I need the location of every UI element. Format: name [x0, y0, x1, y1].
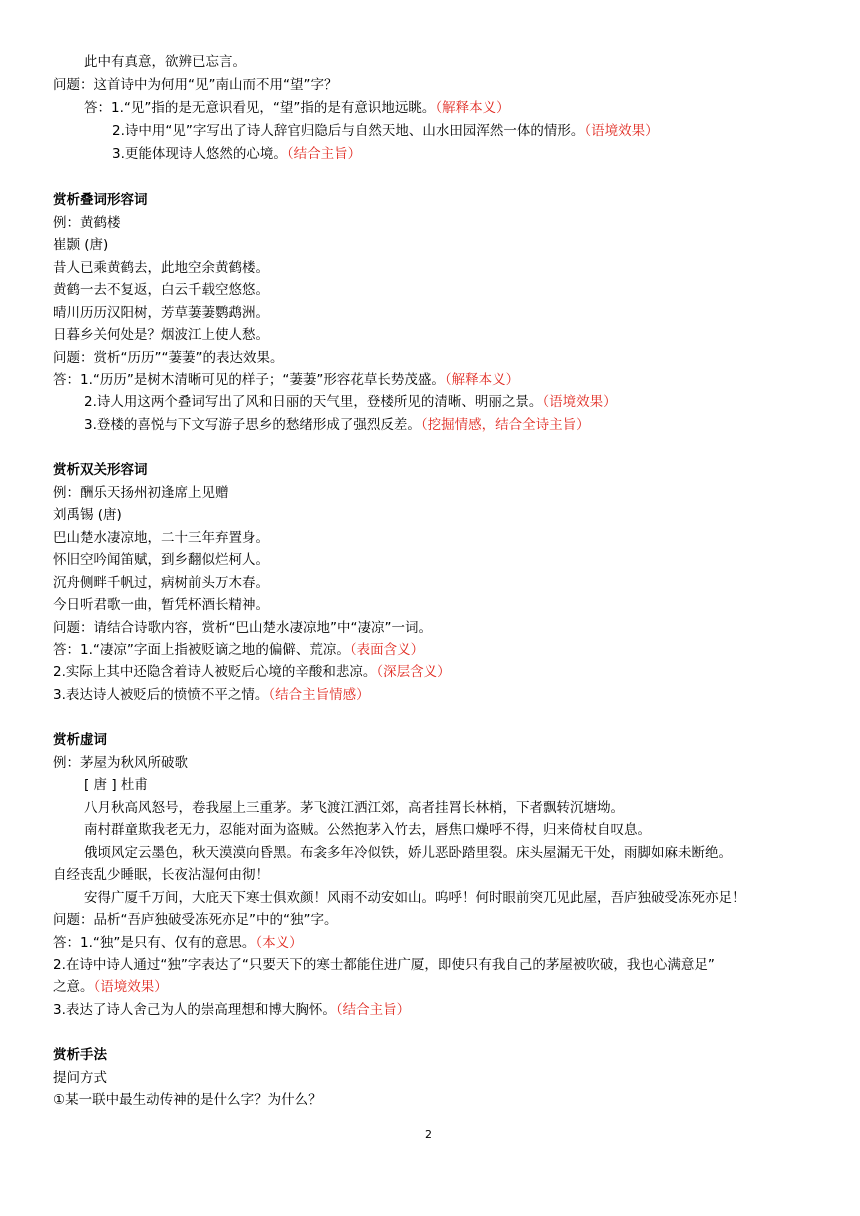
answer-1: 答：1.“独”是只有、仅有的意思。（本义）	[53, 935, 303, 951]
question: 问题：请结合诗歌内容，赏析“巴山楚水凄凉地”中“凄凉”一词。	[53, 620, 432, 636]
poem-line: 昔人已乘黄鹤去，此地空余黄鹤楼。	[53, 260, 269, 276]
poem-paragraph: 南村群童欺我老无力，忍能对面为盗贼。公然抱茅入竹去，唇焦口燥呼不得，归来倚杖自叹息。	[84, 822, 651, 838]
poem-line: 此中有真意，欲辨已忘言。	[84, 54, 246, 70]
author: 崔颢 (唐)	[53, 237, 109, 253]
answer-3: 3.表达了诗人舍己为人的崇高理想和博大胸怀。（结合主旨）	[53, 1002, 411, 1018]
page-number: 2	[425, 1128, 432, 1141]
question-type: ①某一联中最生动传神的是什么字？为什么？	[53, 1092, 322, 1108]
poem-line: 今日听君歌一曲，暂凭杯酒长精神。	[53, 597, 269, 613]
answer-1: 答：1.“见”指的是无意识看见，“望”指的是有意识地远眺。（解释本义）	[84, 100, 510, 116]
author: [ 唐 ] 杜甫	[84, 777, 148, 793]
poem-paragraph: 安得广厦千万间，大庇天下寒士俱欢颜！风雨不动安如山。呜呼！何时眼前突兀见此屋，吾庐独破受冻死亦足！	[84, 890, 746, 906]
subheading: 提问方式	[53, 1070, 107, 1086]
poem-line: 晴川历历汉阳树，芳草萋萋鹦鹉洲。	[53, 305, 269, 321]
section-heading: 赏析手法	[53, 1047, 107, 1063]
answer-3: 3.表达诗人被贬后的愤愤不平之情。（结合主旨情感）	[53, 687, 370, 703]
question: 问题：这首诗中为何用“见”南山而不用“望”字？	[53, 77, 338, 93]
answer-1: 答：1.“历历”是树木清晰可见的样子；“萋萋”形容花草长势茂盛。（解释本义）	[53, 372, 520, 388]
annotation-tag: （解释本义）	[444, 372, 520, 388]
answer-3: 3.更能体现诗人悠然的心境。（结合主旨）	[112, 146, 362, 162]
answer-2: 2.在诗中诗人通过“独”字表达了“只要天下的寒士都能住进广厦，即使只有我自己的茅屋被吹破，我也心满意足”	[53, 957, 715, 973]
annotation-tag: （语境效果）	[93, 979, 168, 995]
answer-2: 2.诗人用这两个叠词写出了风和日丽的天气里，登楼所见的清晰、明丽之景。（语境效果）	[84, 394, 617, 410]
question: 问题：赏析“历历”“萋萋”的表达效果。	[53, 350, 284, 366]
poem-line: 巴山楚水凄凉地，二十三年弃置身。	[53, 530, 269, 546]
question: 问题：品析“吾庐独破受冻死亦足”中的“独”字。	[53, 912, 338, 928]
answer-3: 3.登楼的喜悦与下文写游子思乡的愁绪形成了强烈反差。（挖掘情感，结合全诗主旨）	[84, 417, 590, 433]
annotation-tag: （语境效果）	[584, 123, 659, 139]
poem-line: 黄鹤一去不复返，白云千载空悠悠。	[53, 282, 269, 298]
example-title: 例：酬乐天扬州初逢席上见赠	[53, 485, 229, 501]
poem-line: 日暮乡关何处是？烟波江上使人愁。	[53, 327, 269, 343]
annotation-tag: （语境效果）	[542, 394, 617, 410]
answer-2-cont: 之意。（语境效果）	[53, 979, 168, 995]
annotation-tag: （本义）	[255, 935, 303, 951]
annotation-tag: （结合主旨）	[335, 1002, 411, 1018]
annotation-tag: （挖掘情感，结合全诗主旨）	[420, 417, 590, 433]
example-title: 例：黄鹤楼	[53, 215, 121, 231]
annotation-tag: （结合主旨情感）	[268, 687, 370, 703]
section-heading: 赏析虚词	[53, 732, 107, 748]
annotation-tag: （解释本义）	[435, 100, 510, 116]
annotation-tag: （深层含义）	[376, 664, 451, 680]
answer-1: 答：1.“凄凉”字面上指被贬谪之地的偏僻、荒凉。（表面含义）	[53, 642, 425, 658]
poem-paragraph: 八月秋高风怒号，卷我屋上三重茅。茅飞渡江洒江郊，高者挂罥长林梢，下者飘转沉塘坳。	[84, 800, 624, 816]
answer-2: 2.诗中用“见”字写出了诗人辞官归隐后与自然天地、山水田园浑然一体的情形。（语境效果）	[112, 123, 659, 139]
author: 刘禹锡 (唐)	[53, 507, 122, 523]
example-title: 例：茅屋为秋风所破歌	[53, 755, 188, 771]
poem-paragraph: 俄顷风定云墨色，秋天漠漠向昏黑。布衾多年冷似铁，娇儿恶卧踏里裂。床头屋漏无干处，雨脚如麻未断绝。	[84, 845, 732, 861]
answer-2: 2.实际上其中还隐含着诗人被贬后心境的辛酸和悲凉。（深层含义）	[53, 664, 451, 680]
section-heading: 赏析叠词形容词	[53, 192, 148, 208]
annotation-tag: （结合主旨）	[286, 146, 362, 162]
section-heading: 赏析双关形容词	[53, 462, 148, 478]
poem-paragraph: 自经丧乱少睡眠，长夜沾湿何由彻！	[53, 867, 269, 883]
poem-line: 沉舟侧畔千帆过，病树前头万木春。	[53, 575, 269, 591]
poem-line: 怀旧空吟闻笛赋，到乡翻似烂柯人。	[53, 552, 269, 568]
annotation-tag: （表面含义）	[349, 642, 425, 658]
